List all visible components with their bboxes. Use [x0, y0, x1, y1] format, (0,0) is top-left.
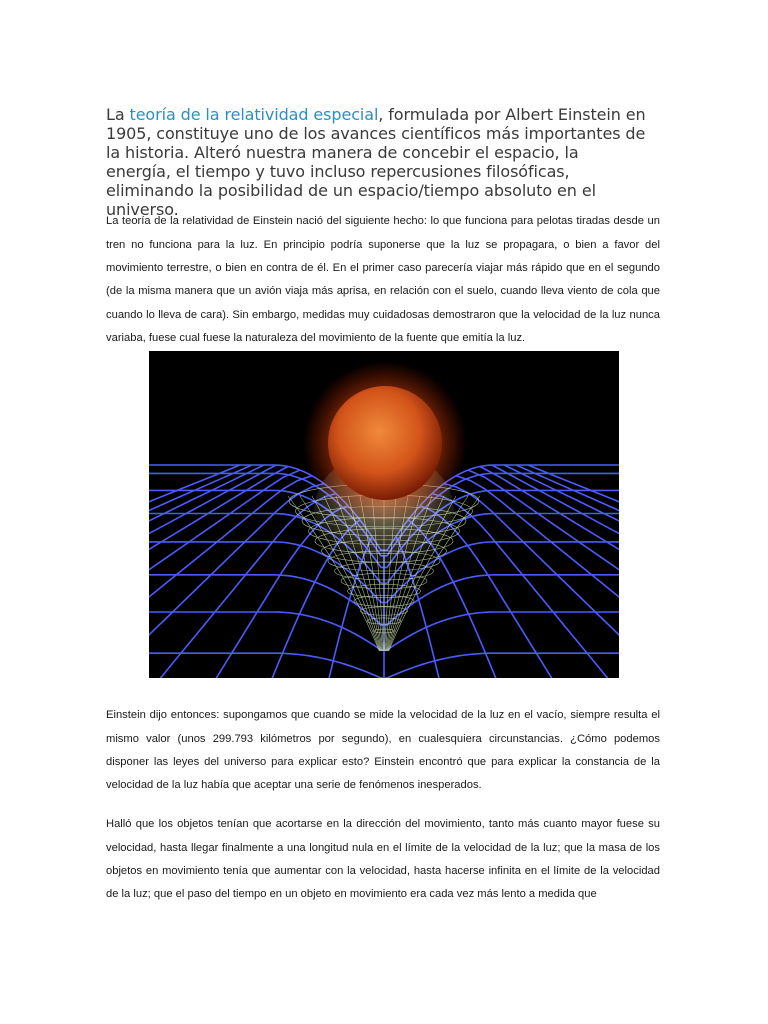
- paragraph-light-speed: Einstein dijo entonces: supongamos que cuando se mide la velocidad de la luz en el vacío, siempre resulta el mismo valor (unos 299.793 kilómetros por segundo), en cualesquiera circunstancias. ¿Cómo podemos disponer las leyes del universo para explicar esto? Einstein encontró que para explicar la constancia de la velocidad de la luz había que aceptar una serie de fenómenos inesperados.: [106, 709, 660, 792]
- relativity-link[interactable]: teoría de la relatividad especial: [129, 105, 379, 124]
- spacetime-image: [149, 351, 619, 678]
- lead-after: , formulada por Albert Einstein en 1905, constituye uno de los avances científicos más importantes de la historia. Alteró nuestra manera de concebir el espacio, la energía, el tiempo y tuvo incluso repercusiones filosóficas, eliminando la posibilidad de un espacio/tiempo absoluto en el universo.: [106, 105, 646, 219]
- spacetime-illustration-icon: [149, 351, 619, 678]
- paragraph-origin: La teoría de la relatividad de Einstein nació del siguiente hecho: lo que funciona para pelotas tiradas desde un tren no funciona para la luz. En principio podría suponerse que la luz se propagara, o bien a favor del movimiento terrestre, o bien en contra de él. En el primer caso parecería viajar más rápido que en el segundo (de la misma manera que un avión viaja más aprisa, en relación con el suelo, cuando lleva viento de cola que cuando lo lleva de cara). Sin embargo, medidas muy cuidadosas demostraron que la velocidad de la luz nunca variaba, fuese cual fuese la naturaleza del movimiento de la fuente que emitía la luz.: [106, 215, 660, 345]
- paragraph-phenomena: Halló que los objetos tenían que acortarse en la dirección del movimiento, tanto más cuanto mayor fuese su velocidad, hasta llegar finalmente a una longitud nula en el límite de la velocidad de la luz; que la masa de los objetos en movimiento tenía que aumentar con la velocidad, hasta hacerse infinita en el límite de la velocidad de la luz; que el paso del tiempo en un objeto en movimiento era cada vez más lento a medida que: [106, 818, 660, 901]
- lead-before: La: [106, 105, 130, 124]
- star-sphere: [328, 386, 442, 500]
- lead-paragraph: [106, 105, 646, 219]
